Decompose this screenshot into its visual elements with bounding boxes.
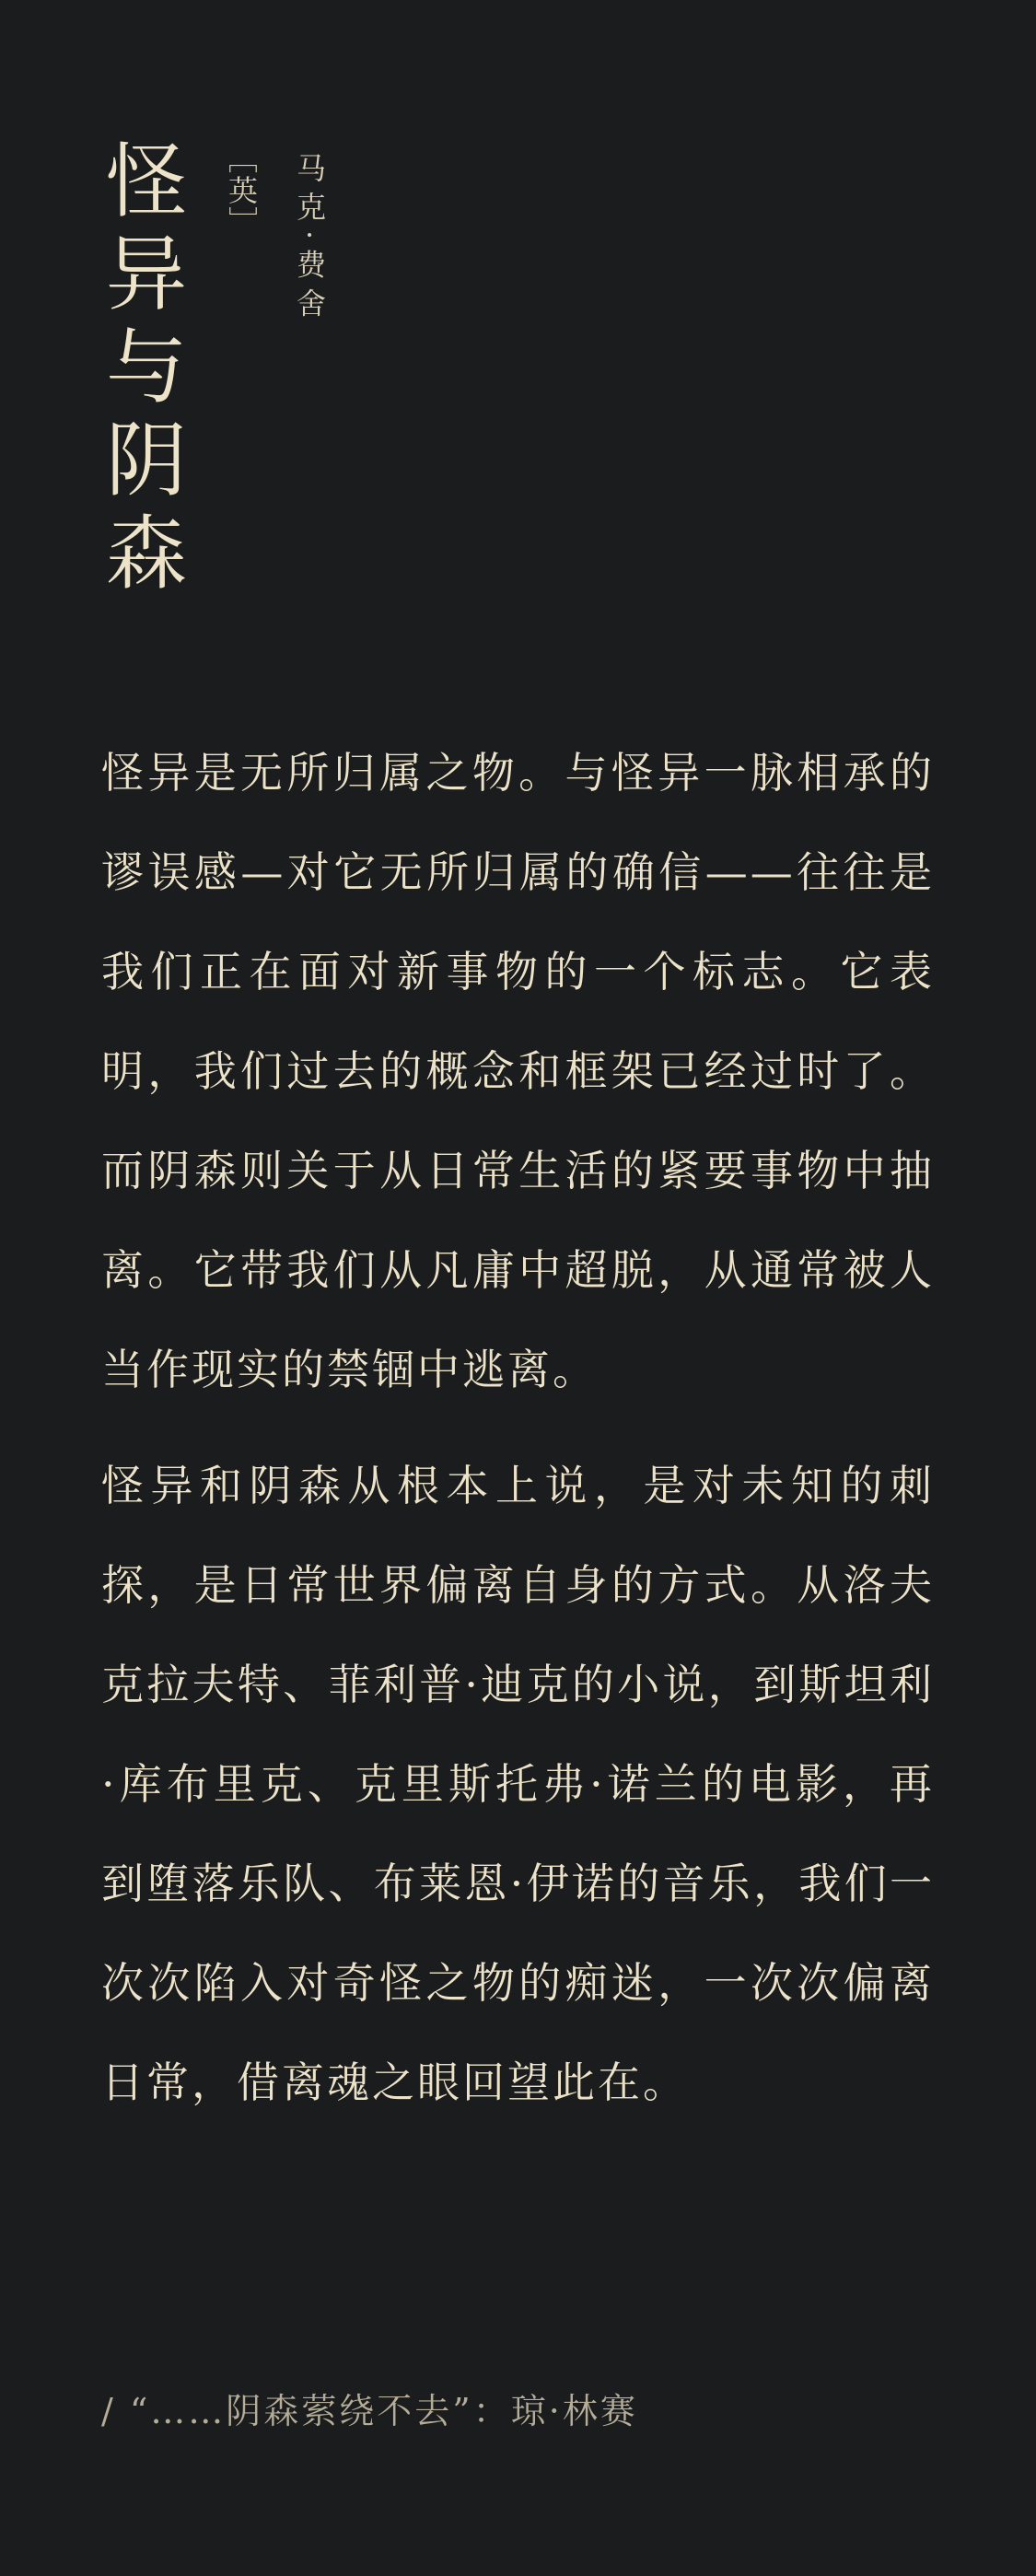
book-title: 怪异与阴森 — [93, 138, 188, 603]
attribution: / “……阴森萦绕不去”：琼·林赛 — [101, 2391, 638, 2431]
paragraph-1: 怪异是无所归属之物。与怪异一脉相承的谬误感—对它无所归属的确信——往往是我们正在面对新事物的一个标志。它表明，我们过去的概念和框架已经过时了。而阴森则关于从日常生活的紧要事物中抽离。它带我们从凡庸中超脱，从通常被人当作现实的禁锢中逃离。 — [101, 748, 935, 1394]
excerpt-body — [101, 723, 935, 2149]
author-name: 马克·费舍 — [292, 153, 327, 327]
paragraph-2: 怪异和阴森从根本上说，是对未知的刺探，是日常世界偏离自身的方式。从洛夫克拉夫特、菲利普·迪克的小说，到斯坦利·库布里克、克里斯托弗·诺兰的电影，再到堕落乐队、布莱恩·伊诺的音乐，我们一次次陷入对奇怪之物的痴迷，一次次偏离日常，借离魂之眼回望此在。 — [101, 1461, 935, 2107]
author-nationality: ［英］ — [224, 144, 259, 238]
